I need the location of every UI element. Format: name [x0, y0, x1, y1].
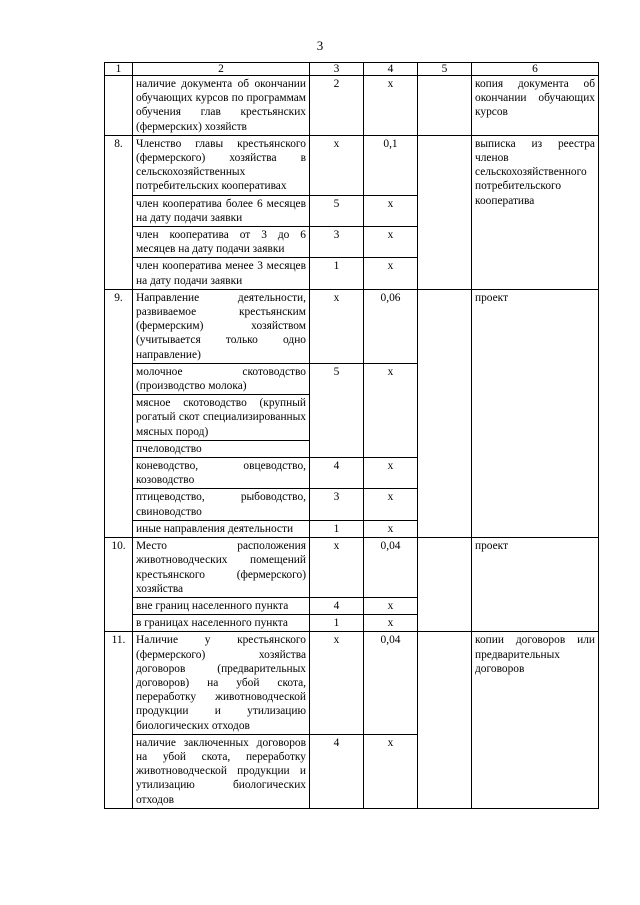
criterion-text: пчеловодство [133, 440, 310, 457]
criterion-text: вне границ населенного пункта [133, 597, 310, 614]
points-value: x [310, 289, 364, 363]
points-value: 1 [310, 520, 364, 537]
criteria-table [104, 62, 599, 809]
points-value: 5 [310, 195, 364, 226]
table-row [105, 135, 599, 195]
points-value: 1 [310, 615, 364, 632]
column-5-value [418, 289, 472, 537]
weight-value: 0,04 [364, 632, 418, 734]
criterion-text: в границах населенного пункта [133, 615, 310, 632]
document-text: проект [472, 538, 599, 632]
column-header: 2 [133, 63, 310, 76]
criterion-text: Членство главы крестьянского (фермерского) хозяйства в сельскохозяйственных потребительских кооперативах [133, 135, 310, 195]
criterion-text: Наличие у крестьянского (фермерского) хозяйства договоров (предварительных договоров) на убой скота, переработку животноводческой продукции и утилизацию биологических отходов [133, 632, 310, 734]
weight-value: x [364, 258, 418, 289]
weight-value: 0,1 [364, 135, 418, 195]
points-value: 5 [310, 363, 364, 457]
weight-value: 0,04 [364, 538, 418, 598]
row-number: 10. [105, 538, 133, 632]
points-value: x [310, 135, 364, 195]
document-text: копии договоров или предварительных договоров [472, 632, 599, 808]
points-value: x [310, 632, 364, 734]
table-header-row [105, 63, 599, 76]
column-header: 1 [105, 63, 133, 76]
points-value: x [310, 538, 364, 598]
weight-value: x [364, 520, 418, 537]
criterion-text: коневодство, овцеводство, козоводство [133, 458, 310, 489]
page-number: 3 [316, 38, 324, 53]
weight-value: x [364, 615, 418, 632]
points-value: 3 [310, 489, 364, 520]
row-number: 11. [105, 632, 133, 808]
points-value: 1 [310, 258, 364, 289]
table-row [105, 632, 599, 734]
criterion-text: член кооператива менее 3 месяцев на дату подачи заявки [133, 258, 310, 289]
column-5-value [418, 538, 472, 632]
weight-value: x [364, 363, 418, 457]
criterion-text: иные направления деятельности [133, 520, 310, 537]
criterion-text: член кооператива от 3 до 6 месяцев на дату подачи заявки [133, 227, 310, 258]
weight-value: x [364, 597, 418, 614]
points-value: 4 [310, 734, 364, 808]
points-value: 3 [310, 227, 364, 258]
document-text: проект [472, 289, 599, 537]
row-number [105, 76, 133, 136]
criterion-text: мясное скотоводство (крупный рогатый скот специализированных мясных пород) [133, 395, 310, 441]
row-number: 8. [105, 135, 133, 289]
criterion-text: член кооператива более 6 месяцев на дату подачи заявки [133, 195, 310, 226]
table-row [105, 538, 599, 598]
criterion-text: птицеводство, рыбоводство, свиноводство [133, 489, 310, 520]
weight-value: x [364, 489, 418, 520]
points-value: 4 [310, 458, 364, 489]
row-number: 9. [105, 289, 133, 537]
table-row [105, 289, 599, 363]
table-row [105, 76, 599, 136]
criterion-text: Направление деятельности, развиваемое крестьянским (фермерским) хозяйством (учитывается только одно направление) [133, 289, 310, 363]
weight-value: x [364, 734, 418, 808]
column-5-value [418, 135, 472, 289]
column-header: 3 [310, 63, 364, 76]
document-text: выписка из реестра членов сельскохозяйственного потребительского кооператива [472, 135, 599, 289]
column-header: 5 [418, 63, 472, 76]
column-header: 4 [364, 63, 418, 76]
criterion-text: наличие заключенных договоров на убой скота, переработку животноводческой продукции и утилизацию биологических отходов [133, 734, 310, 808]
criterion-text: наличие документа об окончании обучающих курсов по программам обучения глав крестьянских (фермерских) хозяйств [133, 76, 310, 136]
criterion-text: молочное скотоводство (производство молока) [133, 363, 310, 394]
weight-value: x [364, 227, 418, 258]
weight-value: x [364, 195, 418, 226]
column-5-value [418, 76, 472, 136]
weight-value: x [364, 76, 418, 136]
points-value: 2 [310, 76, 364, 136]
column-header: 6 [472, 63, 599, 76]
criterion-text: Место расположения животноводческих помещений крестьянского (фермерского) хозяйства [133, 538, 310, 598]
column-5-value [418, 632, 472, 808]
points-value: 4 [310, 597, 364, 614]
weight-value: x [364, 458, 418, 489]
weight-value: 0,06 [364, 289, 418, 363]
document-text: копия документа об окончании обучающих курсов [472, 76, 599, 136]
